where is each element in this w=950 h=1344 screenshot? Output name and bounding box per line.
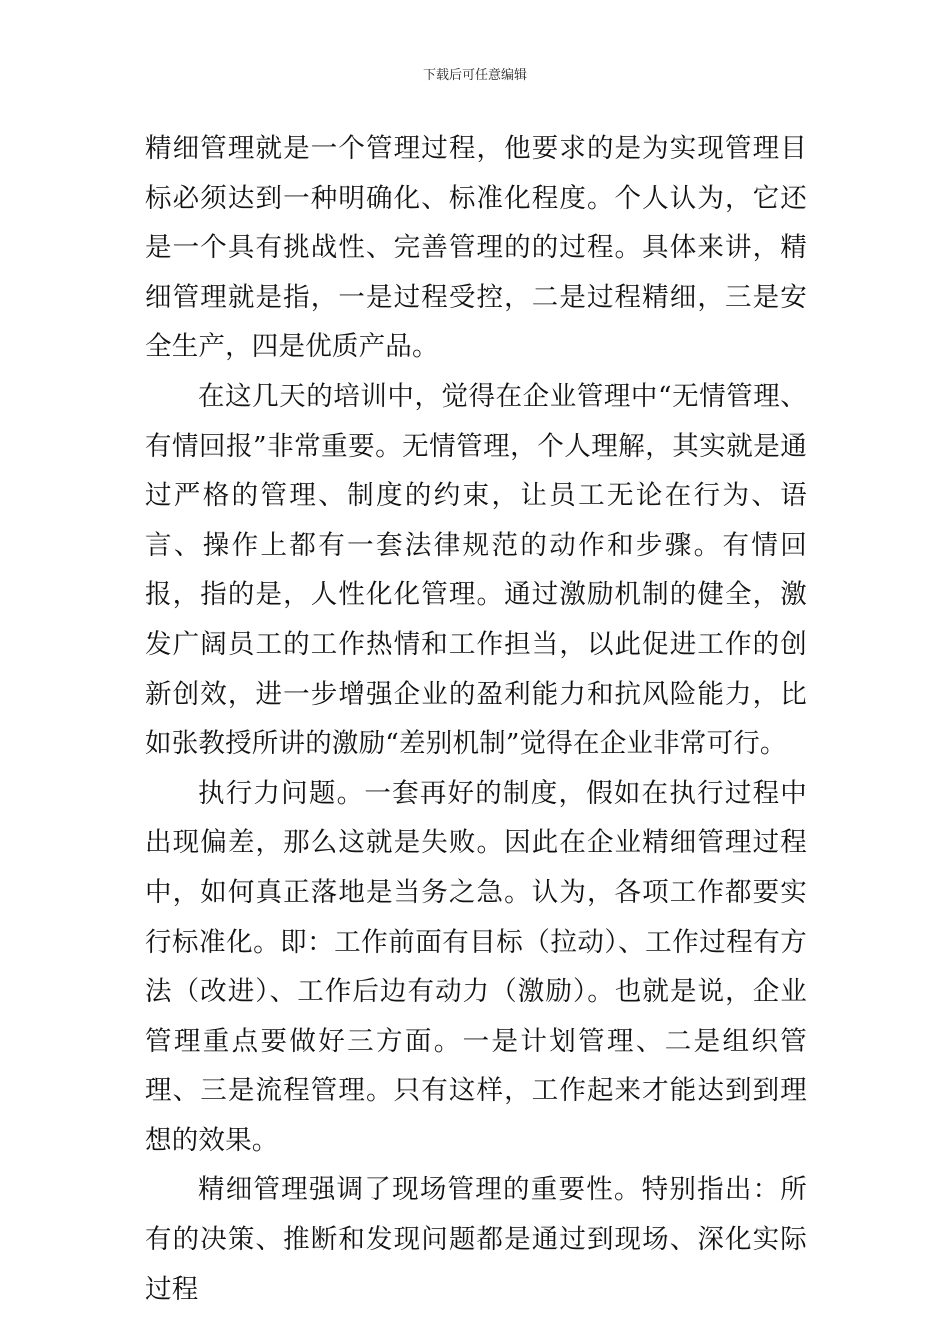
paragraph-1: 精细管理就是一个管理过程，他要求的是为实现管理目标必须达到一种明确化、标准化程度。个人认为，它还是一个具有挑战性、完善管理的的过程。具体来讲，精细管理就是指，一是过程受控，二是过程精细，三是安全生产，四是优质产品。 bbox=[145, 133, 807, 363]
document-body bbox=[145, 124, 807, 1314]
paragraph-4: 精细管理强调了现场管理的重要性。特别指出：所有的决策、推断和发现问题都是通过到现场、深化实际过程 bbox=[145, 1174, 807, 1305]
page-header-note: 下载后可任意编辑 bbox=[422, 68, 527, 83]
paragraph-2: 在这几天的培训中，觉得在企业管理中“无情管理、有情回报”非常重要。无情管理，个人理解，其实就是通过严格的管理、制度的约束，让员工无论在行为、语言、操作上都有一套法律规范的动作和步骤。有情回报，指的是，人性化化管理。通过激励机制的健全，激发广阔员工的工作热情和工作担当，以此促进工作的创新创效，进一步增强企业的盈利能力和抗风险能力，比如张教授所讲的激励“差别机制”觉得在企业非常可行。 bbox=[145, 380, 807, 760]
paragraph-3: 执行力问题。一套再好的制度，假如在执行过程中出现偏差，那么这就是失败。因此在企业精细管理过程中，如何真正落地是当务之急。认为，各项工作都要实行标准化。即：工作前面有目标（拉动）、工作过程有方法（改进）、工作后边有动力（激励）。也就是说，企业管理重点要做好三方面。一是计划管理、二是组织管理、三是流程管理。只有这样，工作起来才能达到到理想的效果。 bbox=[145, 777, 807, 1156]
